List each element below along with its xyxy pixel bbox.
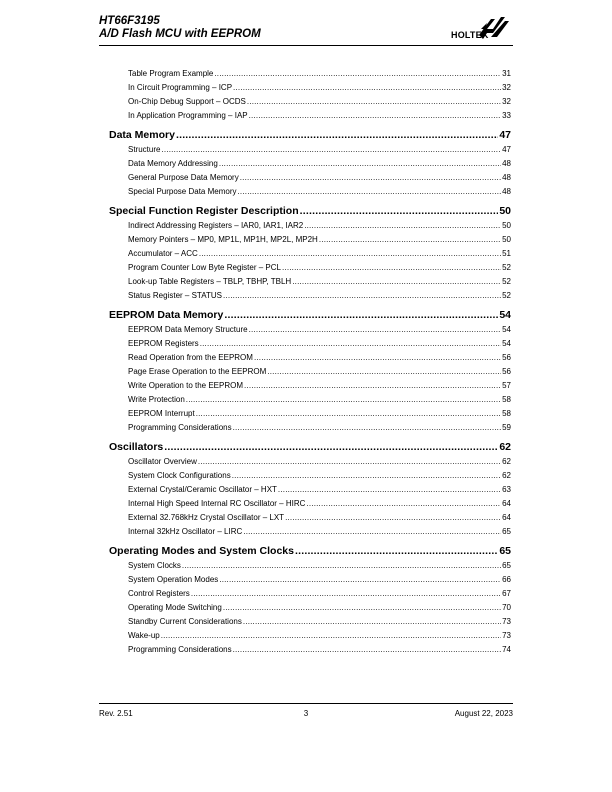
toc-title: Write Operation to the EEPROM — [128, 381, 244, 390]
toc-entry[interactable] — [109, 247, 511, 261]
toc-page-number: 58 — [502, 409, 511, 418]
toc-page-number: 54 — [499, 309, 511, 321]
toc-page-number: 73 — [502, 631, 511, 640]
toc-title: Accumulator – ACC — [128, 249, 198, 258]
toc-section[interactable] — [109, 440, 511, 455]
toc-leader-dots — [161, 629, 501, 643]
toc-entry[interactable] — [109, 219, 511, 233]
toc-title: Oscillator Overview — [128, 457, 197, 466]
toc-page-number: 65 — [499, 545, 511, 557]
toc-title: Indirect Addressing Registers – IAR0, IAR1, IAR2 — [128, 221, 304, 230]
toc-entry[interactable] — [109, 497, 511, 511]
toc-entry[interactable] — [109, 351, 511, 365]
toc-title: Special Function Register Description — [109, 205, 299, 217]
toc-entry[interactable] — [109, 601, 511, 615]
toc-title: Page Erase Operation to the EEPROM — [128, 367, 267, 376]
toc-entry[interactable] — [109, 573, 511, 587]
toc-page-number: 52 — [502, 291, 511, 300]
toc-section[interactable] — [109, 204, 511, 219]
toc-title: Operating Mode Switching — [128, 603, 222, 612]
toc-leader-dots — [282, 261, 501, 275]
toc-leader-dots — [243, 525, 501, 539]
toc-page-number: 57 — [502, 381, 511, 390]
toc-leader-dots — [285, 511, 501, 525]
toc-leader-dots — [254, 351, 501, 365]
toc-title: Program Counter Low Byte Register – PCL — [128, 263, 281, 272]
toc-leader-dots — [176, 128, 498, 143]
toc-page-number: 51 — [502, 249, 511, 258]
toc-title: Memory Pointers – MP0, MP1L, MP1H, MP2L, MP2H — [128, 235, 318, 244]
document-subtitle: A/D Flash MCU with EEPROM — [99, 28, 261, 40]
holtek-logo — [421, 13, 513, 43]
toc-entry[interactable] — [109, 81, 511, 95]
footer-rule — [99, 703, 513, 704]
toc-title: Data Memory Addressing — [128, 159, 218, 168]
toc-entry[interactable] — [109, 323, 511, 337]
toc-leader-dots — [191, 587, 501, 601]
toc-leader-dots — [240, 171, 501, 185]
toc-page-number: 50 — [502, 221, 511, 230]
toc-page-number: 33 — [502, 111, 511, 120]
toc-leader-dots — [164, 440, 498, 455]
toc-entry[interactable] — [109, 67, 511, 81]
toc-entry[interactable] — [109, 95, 511, 109]
revision-date: August 22, 2023 — [454, 709, 513, 718]
toc-section[interactable] — [109, 128, 511, 143]
toc-leader-dots — [199, 247, 501, 261]
toc-page-number: 70 — [502, 603, 511, 612]
toc-entry[interactable] — [109, 629, 511, 643]
toc-page-number: 63 — [502, 485, 511, 494]
toc-entry[interactable] — [109, 421, 511, 435]
toc-leader-dots — [233, 643, 501, 657]
toc-page-number: 54 — [502, 339, 511, 348]
page-header — [99, 15, 513, 45]
toc-entry[interactable] — [109, 379, 511, 393]
toc-title: EEPROM Data Memory — [109, 309, 224, 321]
toc-page-number: 65 — [502, 561, 511, 570]
toc-leader-dots — [249, 323, 502, 337]
toc-entry[interactable] — [109, 615, 511, 629]
toc-entry[interactable] — [109, 511, 511, 525]
toc-page-number: 59 — [502, 423, 511, 432]
toc-leader-dots — [319, 233, 501, 247]
toc-page-number: 48 — [502, 159, 511, 168]
toc-title: Programming Considerations — [128, 423, 232, 432]
toc-leader-dots — [233, 421, 501, 435]
toc-page-number: 32 — [502, 83, 511, 92]
toc-page-number: 50 — [499, 205, 511, 217]
toc-entry[interactable] — [109, 337, 511, 351]
toc-entry[interactable] — [109, 483, 511, 497]
toc-title: External Crystal/Ceramic Oscillator – HXT — [128, 485, 277, 494]
toc-leader-dots — [249, 109, 501, 123]
toc-leader-dots — [267, 365, 501, 379]
toc-leader-dots — [243, 615, 501, 629]
toc-title: General Purpose Data Memory — [128, 173, 239, 182]
toc-leader-dots — [196, 407, 501, 421]
toc-page-number: 50 — [502, 235, 511, 244]
toc-title: Programming Considerations — [128, 645, 232, 654]
toc-entry[interactable] — [109, 143, 511, 157]
toc-section[interactable] — [109, 308, 511, 323]
toc-page-number: 54 — [502, 325, 511, 334]
toc-page-number: 47 — [499, 129, 511, 141]
toc-leader-dots — [224, 308, 498, 323]
toc-leader-dots — [244, 379, 501, 393]
toc-page-number: 31 — [502, 69, 511, 78]
toc-leader-dots — [219, 573, 501, 587]
toc-title: Look-up Table Registers – TBLP, TBHP, TBLH — [128, 277, 292, 286]
toc-entry[interactable] — [109, 365, 511, 379]
toc-page-number: 64 — [502, 513, 511, 522]
header-rule — [99, 45, 513, 46]
toc-entry[interactable] — [109, 171, 511, 185]
toc-entry[interactable] — [109, 109, 511, 123]
toc-title: Internal High Speed Internal RC Oscillator – HIRC — [128, 499, 306, 508]
toc-entry[interactable] — [109, 587, 511, 601]
toc-title: Status Register – STATUS — [128, 291, 222, 300]
toc-title: Operating Modes and System Clocks — [109, 545, 294, 557]
toc-title: EEPROM Registers — [128, 339, 199, 348]
toc-entry[interactable] — [109, 157, 511, 171]
toc-entry[interactable] — [109, 643, 511, 657]
toc-page-number: 56 — [502, 367, 511, 376]
toc-title: Wake-up — [128, 631, 160, 640]
toc-title: EEPROM Data Memory Structure — [128, 325, 248, 334]
toc-page-number: 47 — [502, 145, 511, 154]
toc-title: On-Chip Debug Support – OCDS — [128, 97, 246, 106]
toc-entry[interactable] — [109, 393, 511, 407]
toc-page-number: 32 — [502, 97, 511, 106]
toc-page-number: 62 — [502, 471, 511, 480]
toc-section[interactable] — [109, 544, 511, 559]
toc-entry[interactable] — [109, 261, 511, 275]
toc-title: Internal 32kHz Oscillator – LIRC — [128, 527, 243, 536]
toc-page-number: 62 — [499, 441, 511, 453]
toc-leader-dots — [223, 289, 501, 303]
toc-title: In Application Programming – IAP — [128, 111, 248, 120]
toc-entry[interactable] — [109, 525, 511, 539]
logo-wordmark: HOLTEK — [451, 30, 489, 40]
page-number: 3 — [303, 709, 309, 718]
toc-leader-dots — [306, 497, 501, 511]
toc-leader-dots — [219, 157, 501, 171]
toc-leader-dots — [182, 559, 501, 573]
toc-leader-dots — [238, 185, 502, 199]
part-number: HT66F3195 — [99, 15, 160, 27]
toc-leader-dots — [300, 204, 499, 219]
toc-entry[interactable] — [109, 185, 511, 199]
toc-page-number: 58 — [502, 395, 511, 404]
toc-title: System Clocks — [128, 561, 181, 570]
revision-label: Rev. 2.51 — [99, 709, 133, 718]
toc-entry[interactable] — [109, 233, 511, 247]
toc-title: Oscillators — [109, 441, 164, 453]
toc-leader-dots — [247, 95, 501, 109]
toc-leader-dots — [304, 219, 501, 233]
toc-title: System Clock Configurations — [128, 471, 231, 480]
toc-title: Special Purpose Data Memory — [128, 187, 237, 196]
toc-leader-dots — [200, 337, 501, 351]
toc-entry[interactable] — [109, 559, 511, 573]
toc-page-number: 64 — [502, 499, 511, 508]
toc-page-number: 73 — [502, 617, 511, 626]
table-of-contents — [109, 67, 511, 657]
toc-entry[interactable] — [109, 275, 511, 289]
toc-leader-dots — [233, 81, 501, 95]
toc-entry[interactable] — [109, 289, 511, 303]
toc-title: EEPROM Interrupt — [128, 409, 195, 418]
toc-leader-dots — [214, 67, 501, 81]
toc-leader-dots — [295, 544, 498, 559]
toc-entry[interactable] — [109, 455, 511, 469]
toc-leader-dots — [223, 601, 501, 615]
toc-title: Data Memory — [109, 129, 175, 141]
toc-leader-dots — [161, 143, 501, 157]
toc-title: System Operation Modes — [128, 575, 219, 584]
toc-title: Structure — [128, 145, 161, 154]
toc-entry[interactable] — [109, 407, 511, 421]
toc-title: External 32.768kHz Crystal Oscillator – LXT — [128, 513, 285, 522]
toc-page-number: 52 — [502, 277, 511, 286]
toc-page-number: 74 — [502, 645, 511, 654]
toc-title: Standby Current Considerations — [128, 617, 242, 626]
toc-page-number: 66 — [502, 575, 511, 584]
toc-page-number: 48 — [502, 173, 511, 182]
toc-title: Write Protection — [128, 395, 185, 404]
toc-page-number: 62 — [502, 457, 511, 466]
toc-leader-dots — [186, 393, 501, 407]
toc-leader-dots — [198, 455, 501, 469]
toc-entry[interactable] — [109, 469, 511, 483]
toc-title: Table Program Example — [128, 69, 214, 78]
toc-page-number: 65 — [502, 527, 511, 536]
toc-page-number: 48 — [502, 187, 511, 196]
toc-page-number: 56 — [502, 353, 511, 362]
toc-leader-dots — [292, 275, 501, 289]
toc-page-number: 67 — [502, 589, 511, 598]
toc-title: In Circuit Programming – ICP — [128, 83, 233, 92]
toc-title: Read Operation from the EEPROM — [128, 353, 253, 362]
toc-leader-dots — [278, 483, 501, 497]
toc-page-number: 52 — [502, 263, 511, 272]
toc-leader-dots — [232, 469, 501, 483]
toc-title: Control Registers — [128, 589, 190, 598]
